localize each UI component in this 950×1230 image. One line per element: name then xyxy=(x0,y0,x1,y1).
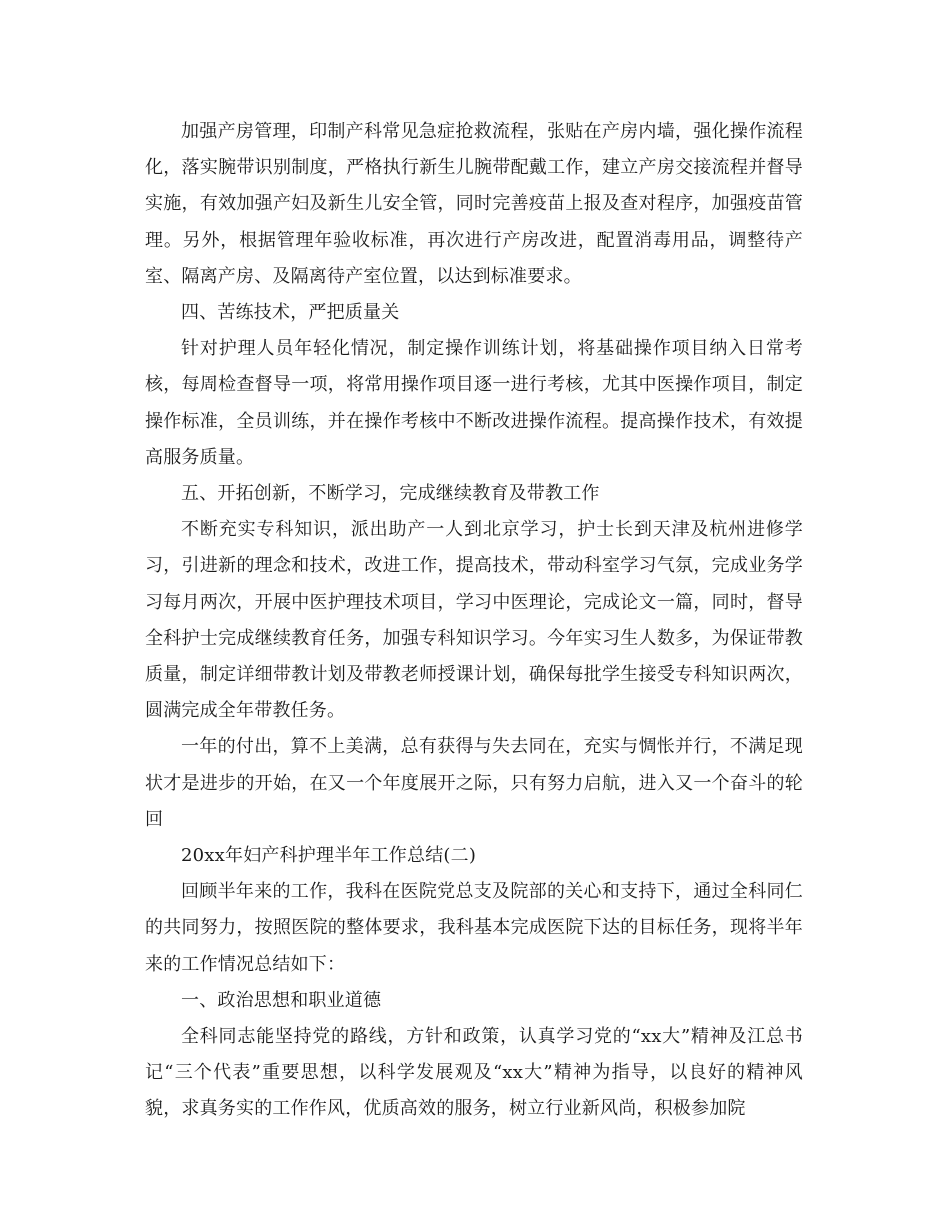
section-heading-innovation-learning: 五、开拓创新，不断学习，完成继续教育及带教工作 xyxy=(181,483,600,505)
paragraph-skills-training: 针对护理人员年轻化情况，制定操作训练计划，将基础操作项目纳入日常考核，每周检查督导一项，将常用操作项目逐一进行考核，尤其中医操作项目，制定操作标准，全员训练，并在操作考核中不断改进操作流程。提高操作技术，有效提高服务质量。 xyxy=(145,338,803,468)
section-heading-skills-training: 四、苦练技术，严把质量关 xyxy=(181,302,400,324)
section-heading-political-ethics: 一、政治思想和职业道德 xyxy=(181,989,382,1011)
document-title-part-two: 20xx年妇产科护理半年工作总结(二) xyxy=(181,845,477,867)
document-page xyxy=(145,114,803,1128)
paragraph-innovation-learning: 不断充实专科知识，派出助产一人到北京学习，护士长到天津及杭州进修学习，引进新的理念和技术，改进工作，提高技术，带动科室学习气氛，完成业务学习每月两次，开展中医护理技术项目，学习中医理论，完成论文一篇，同时，督导全科护士完成继续教育任务，加强专科知识学习。今年实习生人数多，为保证带教质量，制定详细带教计划及带教老师授课计划，确保每批学生接受专科知识两次，圆满完成全年带教任务。 xyxy=(145,519,803,722)
paragraph-half-year-review: 回顾半年来的工作，我科在医院党总支及院部的关心和支持下，通过全科同仁的共同努力，按照医院的整体要求，我科基本完成医院下达的目标任务，现将半年来的工作情况总结如下： xyxy=(145,881,803,975)
paragraph-political-ethics: 全科同志能坚持党的路线，方针和政策，认真学习党的“xx大”精神及江总书记“三个代表”重要思想，以科学发展观及“xx大”精神为指导，以良好的精神风貌，求真务实的工作作风，优质高效的服务，树立行业新风尚，积极参加院 xyxy=(145,1026,803,1120)
paragraph-year-reflection: 一年的付出，算不上美满，总有获得与失去同在，充实与惆怅并行，不满足现状才是进步的开始，在又一个年度展开之际，只有努力启航，进入又一个奋斗的轮回 xyxy=(145,736,803,830)
paragraph-delivery-room-management: 加强产房管理，印制产科常见急症抢救流程，张贴在产房内墙，强化操作流程化，落实腕带识别制度，严格执行新生儿腕带配戴工作，建立产房交接流程并督导实施，有效加强产妇及新生儿安全管，同时完善疫苗上报及查对程序，加强疫苗管理。另外，根据管理年验收标准，再次进行产房改进，配置消毒用品，调整待产室、隔离产房、及隔离待产室位置，以达到标准要求。 xyxy=(145,121,803,287)
